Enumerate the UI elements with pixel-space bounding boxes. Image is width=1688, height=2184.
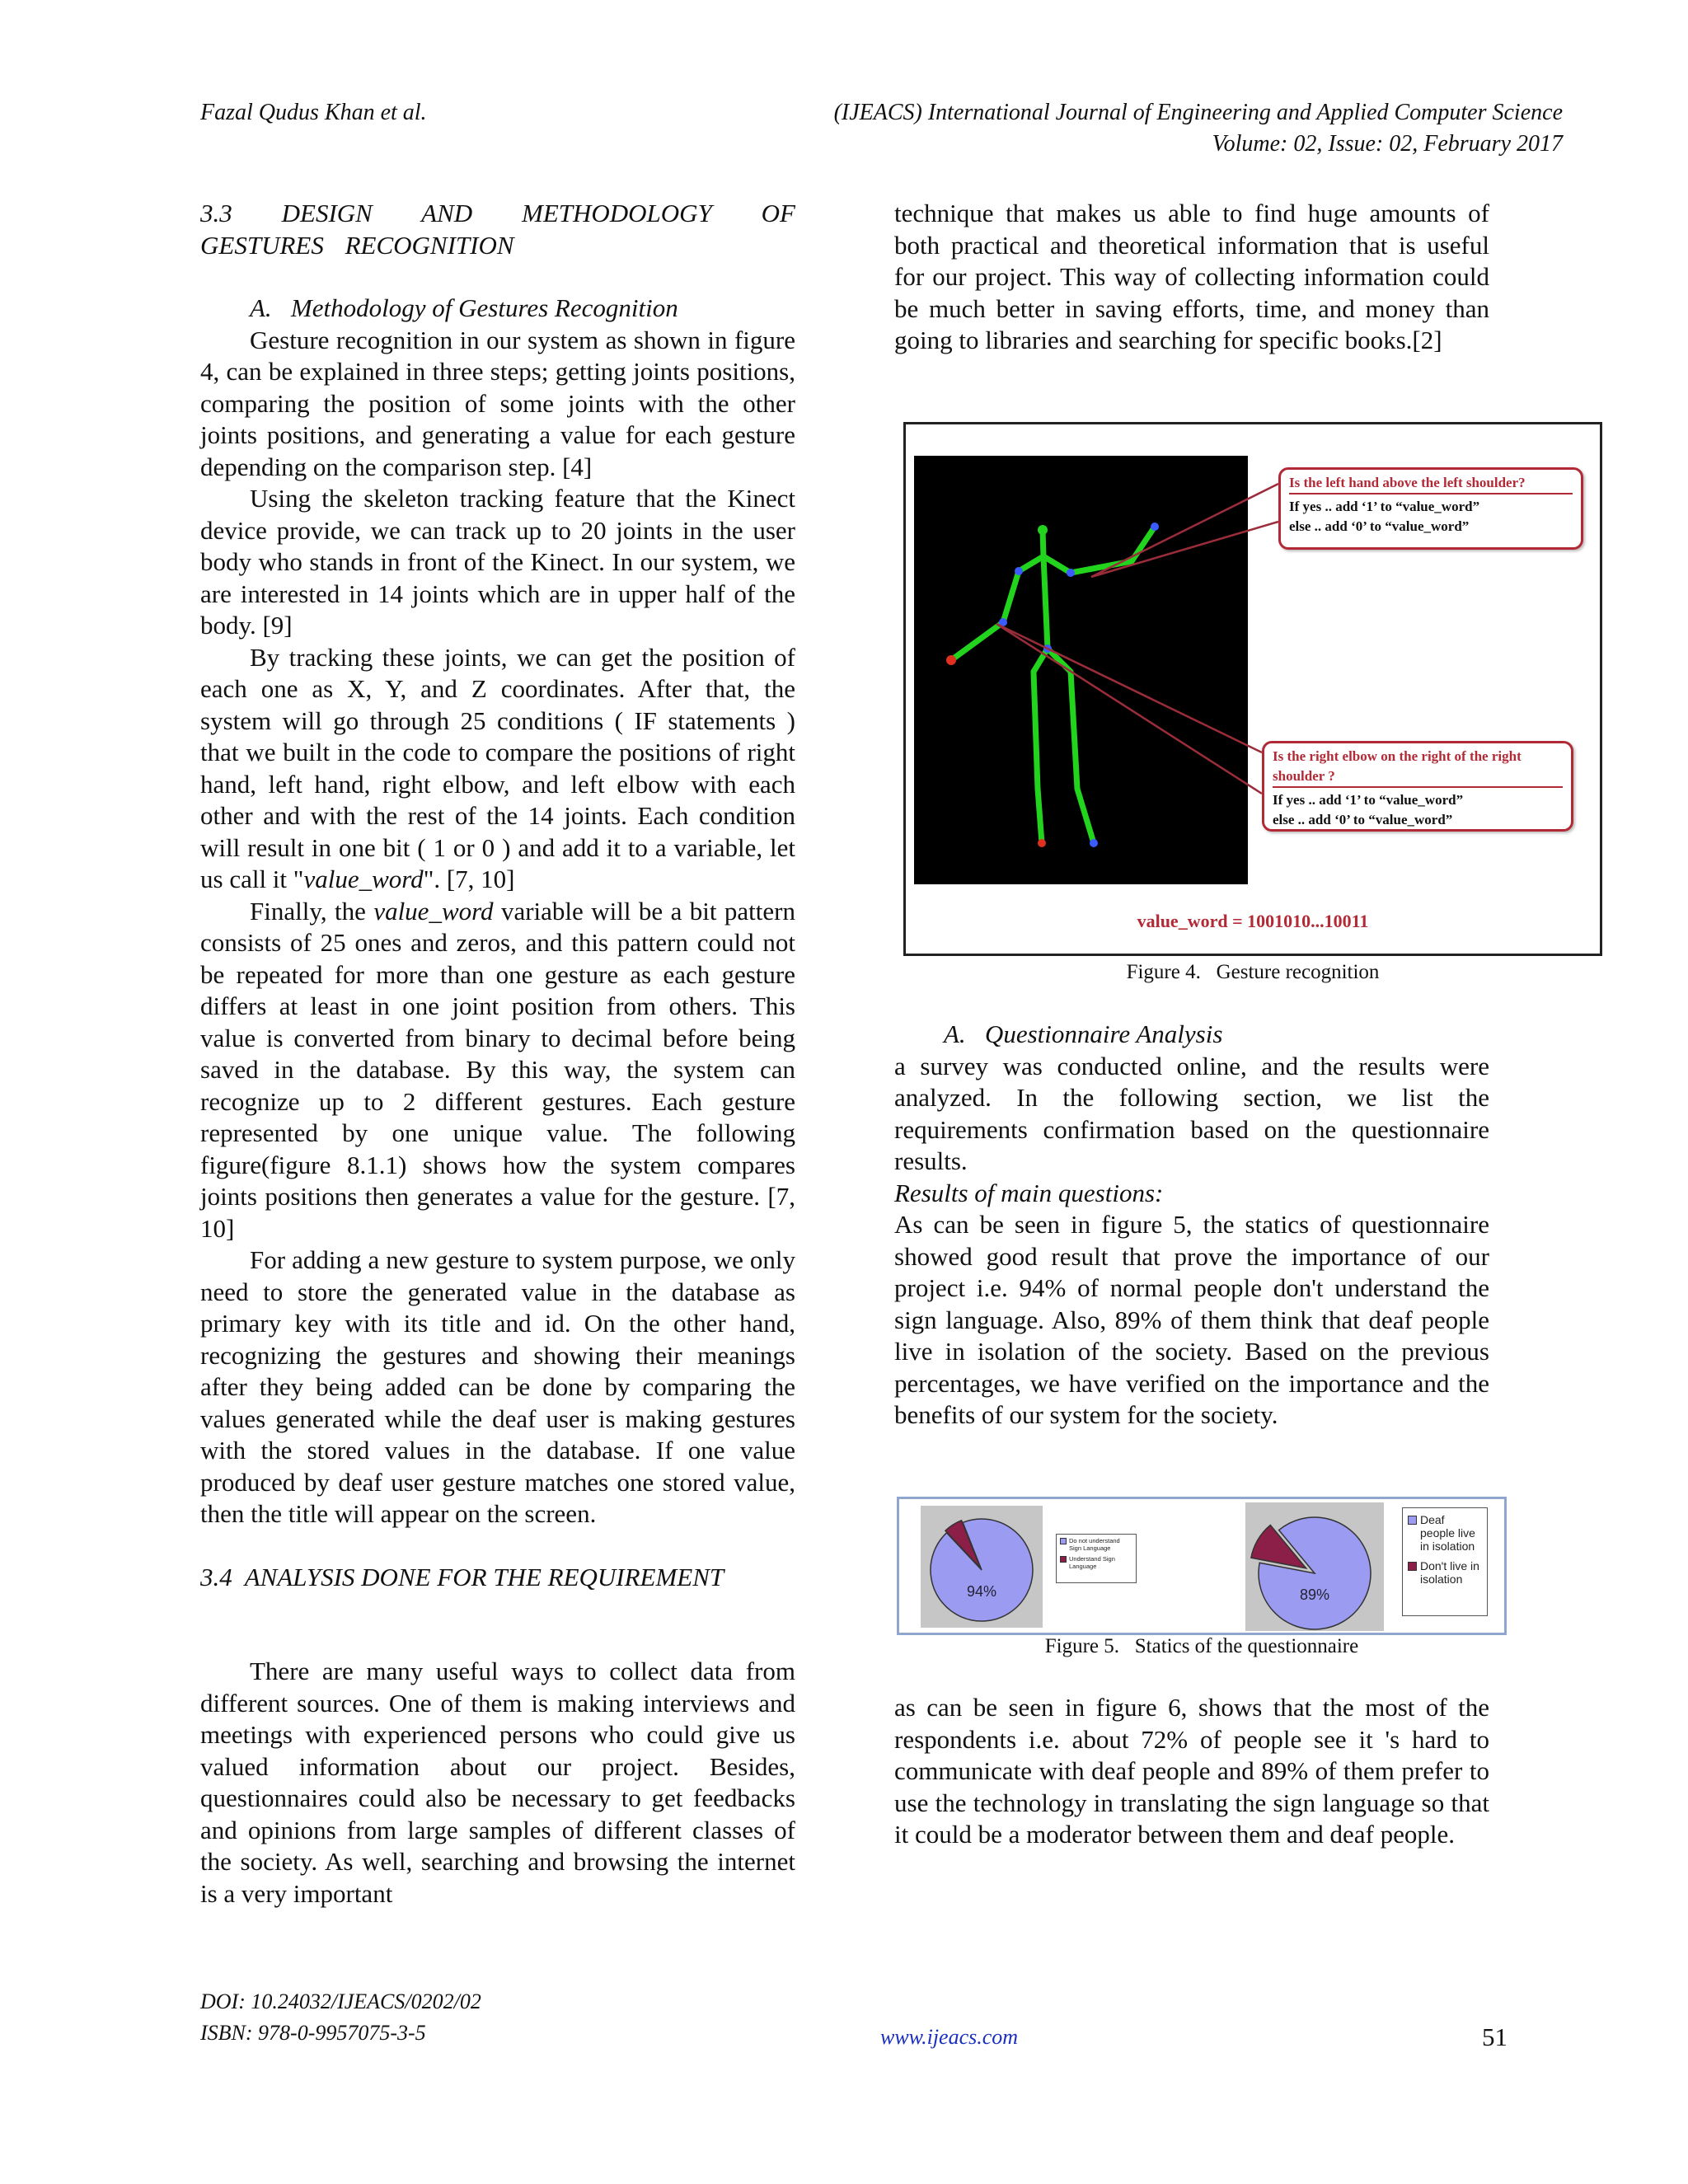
kinect-view [914, 456, 1248, 884]
running-volume: Volume: 02, Issue: 02, February 2017 [1212, 131, 1563, 157]
callout-if-yes: If yes .. add ‘1’ to “value_word” [1273, 792, 1464, 808]
section-heading-3-3: 3.3 DESIGN AND METHODOLOGY OF GESTURES RECOGNITION [200, 199, 795, 260]
legend-item [1408, 1559, 1482, 1586]
paragraph: Using the skeleton tracking feature that the Kinect device provide, we can track up to 20 joints in the user body who stands in front of the Kinect. In our system, we are interested in 14 joints which are in upper half of the body. [9] [200, 484, 795, 640]
paragraph: By tracking these joints, we can get the position of each one as X, Y, and Z coordinates. After that, the system will go through 25 conditions ( IF statements ) that we built in the code to compare the positions of right hand, left hand, right elbow, and left elbow with each other and with the rest of the 14 joints. Each condition will result in one bit ( 1 or 0 ) and add it to a variable, let us call it "value_word". [7, 10] [200, 642, 795, 893]
legend-label: Understand Sign Language [1069, 1555, 1115, 1570]
value-word-label: value_word = 1001010...10011 [1137, 911, 1369, 931]
legend-label: Don't live in isolation [1420, 1559, 1479, 1586]
legend-item [1408, 1513, 1482, 1553]
paragraph: as can be seen in figure 6, shows that the most of the respondents i.e. about 72% of people see it 's hard to communicate with deaf people and 89% of them prefer to use the technology in translating the sign language so that it could be a moderator between them and deaf people. [894, 1693, 1489, 1849]
paragraph: As can be seen in figure 5, the statics of questionnaire showed good result that prove the importance of our project i.e. 94% of normal people don't understand the sign language. Also, 89% of them think that deaf people live in isolation of the society. Based on the previous percentages, we have verified on the importance and the benefits of our system for the society. [894, 1210, 1489, 1429]
results-heading: Results of main questions: [894, 1178, 1164, 1207]
pie-slice-1 [931, 1519, 1033, 1621]
callout-left-hand [1278, 467, 1583, 550]
pie-chart-1-panel [921, 1506, 1043, 1628]
legend-item [1060, 1555, 1132, 1570]
journal-website-link[interactable]: www.ijeacs.com [880, 2025, 1019, 2049]
pie-1-legend [1056, 1534, 1137, 1583]
callout-if-yes: If yes .. add ‘1’ to “value_word” [1289, 499, 1480, 514]
pie-chart-1 [921, 1506, 1043, 1628]
legend-swatch [1408, 1562, 1417, 1571]
subsection-heading-a: A. Methodology of Gestures Recognition [250, 293, 678, 322]
subsection-heading-a: A. Questionnaire Analysis [944, 1019, 1223, 1048]
section-heading-3-4: 3.4 ANALYSIS DONE FOR THE REQUIREMENT [200, 1562, 724, 1591]
running-author: Fazal Qudus Khan et al. [200, 100, 427, 125]
pie-chart-2-panel [1245, 1502, 1384, 1631]
legend-swatch [1408, 1516, 1417, 1525]
footer-isbn: ISBN: 978-0-9957075-3-5 [200, 2021, 426, 2045]
paragraph: There are many useful ways to collect data from different sources. One of them is making interviews and meetings with experienced persons who could give us valued information about our project. Besides, questionnaires could also be necessary to get feedbacks and opinions from large samples of different classes of the society. As well, searching and browsing the internet is a very important [200, 1657, 795, 1908]
callout-else: else .. add ‘0’ to “value_word” [1273, 812, 1453, 827]
paragraph: Finally, the value_word variable will be a bit pattern consists of 25 ones and zeros, and this pattern could not be repeated for more than one gesture as each gesture differs at least in one joint position from others. This value is converted from binary to decimal before being saved in the database. By this way, the system can recognize up to 2 different gestures. Each gesture represented by one unique value. The following figure(figure 8.1.1) shows how the system compares joints positions then generates a value for the gesture. [7, 10] [200, 896, 795, 1243]
running-journal: (IJEACS) International Journal of Engineering and Applied Computer Science [833, 100, 1563, 125]
callout-question: Is the left hand above the left shoulder? [1289, 473, 1573, 494]
right-column-top [894, 198, 1489, 357]
right-column-middle [894, 1019, 1489, 1432]
legend-swatch [1060, 1556, 1067, 1563]
legend-label: Deaf people live in isolation [1420, 1513, 1475, 1553]
pie-2-legend [1402, 1507, 1488, 1616]
figure-5 [897, 1497, 1507, 1635]
legend-label: Do not understand Sign Language [1069, 1537, 1120, 1552]
pie-chart-2 [1245, 1502, 1384, 1631]
callout-question: Is the right elbow on the right of the right shoulder ? [1273, 747, 1563, 788]
figure-5-caption: Figure 5. Statics of the questionnaire [1044, 1635, 1359, 1657]
legend-item [1060, 1537, 1132, 1552]
paragraph: Gesture recognition in our system as shown in figure 4, can be explained in three steps; getting joints positions, comparing the position of some joints with the other joints positions, and generating a value for each gesture depending on the comparison step. [4] [200, 325, 795, 481]
pie-1-data-label: 94% [966, 1583, 997, 1600]
callout-right-elbow [1262, 741, 1573, 832]
pie-2-data-label: 89% [1299, 1586, 1330, 1603]
figure-4-caption: Figure 4. Gesture recognition [1126, 961, 1380, 983]
paragraph: technique that makes us able to find huge amounts of both practical and theoretical information that is useful for our project. This way of collecting information could be much better in saving efforts, time, and money than going to libraries and searching for specific books.[2] [894, 199, 1489, 354]
paragraph: a survey was conducted online, and the results were analyzed. In the following section, we list the requirements confirmation based on the questionnaire results. [894, 1051, 1489, 1175]
legend-swatch [1060, 1538, 1067, 1544]
footer-doi: DOI: 10.24032/IJEACS/0202/02 [200, 1990, 481, 2013]
left-column [200, 198, 795, 1910]
right-column-bottom [894, 1692, 1489, 1851]
callout-else: else .. add ‘0’ to “value_word” [1289, 518, 1470, 534]
figure-4 [903, 422, 1602, 956]
page-number: 51 [1482, 2022, 1507, 2051]
paragraph: For adding a new gesture to system purpose, we only need to store the generated value in the database as primary key with its title and id. On the other hand, recognizing the gestures and showing their meanings after they being added can be done by comparing the values generated while the deaf user is making gestures with the stored values in the database. If one value produced by deaf user gesture matches one stored value, then the title will appear on the screen. [200, 1245, 795, 1528]
